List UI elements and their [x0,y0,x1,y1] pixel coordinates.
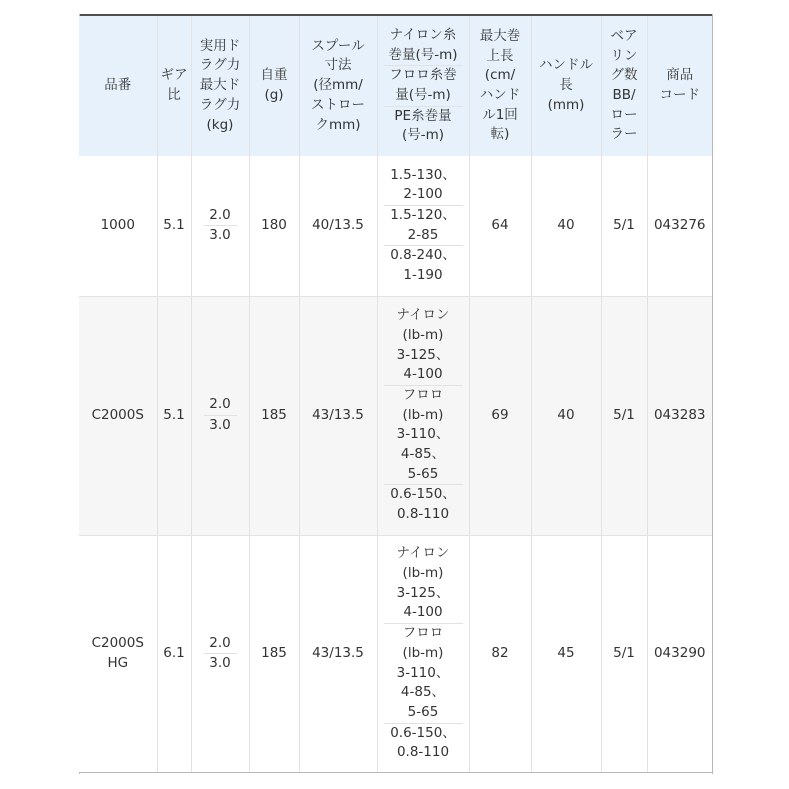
cell-line-nylon: ナイロン (lb-m) 3-125、 4-100 [396,307,450,383]
header-gear-ratio: ギア 比 [157,16,191,156]
cell-drag-max: 3.0 [204,653,237,674]
cell-bearing: 5/1 [601,535,647,772]
cell-bearing: 5/1 [601,156,647,296]
cell-weight: 185 [249,535,299,772]
table-row [79,535,712,772]
table-bottom-border [79,772,713,773]
cell-line-pe: 0.8-240、 1-190 [384,245,463,285]
cell-drag-max: 3.0 [204,225,237,246]
header-row [79,16,712,156]
cell-gear-ratio: 5.1 [157,296,191,535]
header-retrieve: 最大巻 上長 (cm/ ハンド ル1回 転) [469,16,531,156]
header-code: 商品 コード [659,67,700,103]
cell-handle: 40 [531,296,601,535]
cell-line-nylon: 1.5-130、 2-100 [390,166,456,203]
cell-model: C2000S HG [79,535,157,772]
table-row [79,296,712,535]
header-handle: ハンドル 長 (mm) [531,16,601,156]
header-weight: 自重 (g) [249,16,299,156]
reel-spec-table [79,16,712,772]
cell-line-fluoro: フロロ (lb-m) 3-110、 4-85、 5-65 [384,623,463,723]
cell-handle: 40 [531,156,601,296]
cell-drag [191,156,249,296]
header-line-pe: PE糸巻量 (号-m) [384,106,463,146]
header-line-nylon: ナイロン糸 巻量(号-m) [388,26,458,63]
cell-line-capacity [377,156,469,296]
cell-line-fluoro: フロロ (lb-m) 3-110、 4-85、 5-65 [384,385,463,485]
header-spool: スプール 寸法 (径mm/ ストロー クmm) [299,16,377,156]
cell-code: 043290 [653,644,706,661]
cell-model: 1000 [79,156,157,296]
cell-drag [191,296,249,535]
cell-gear-ratio: 6.1 [157,535,191,772]
cell-line-nylon: ナイロン (lb-m) 3-125、 4-100 [396,545,450,621]
cell-line-fluoro: 1.5-120、 2-85 [384,205,463,245]
cell-retrieve: 82 [469,535,531,772]
header-bearing: ベア リン グ数 BB/ ロー ラー [601,16,647,156]
cell-line-pe: 0.6-150、 0.8-110 [384,484,463,524]
cell-model: C2000S [79,296,157,535]
cell-spool: 40/13.5 [299,156,377,296]
cell-drag-practical: 2.0 [209,634,231,651]
header-line-fluoro: フロロ糸巻 量(号-m) [384,65,463,105]
cell-drag-practical: 2.0 [209,396,231,413]
cell-gear-ratio: 5.1 [157,156,191,296]
cell-handle: 45 [531,535,601,772]
table-row [79,156,712,296]
table-right-border [712,14,713,774]
cell-weight: 185 [249,296,299,535]
cell-drag [191,535,249,772]
cell-retrieve: 64 [469,156,531,296]
cell-drag-practical: 2.0 [209,206,231,223]
cell-retrieve: 69 [469,296,531,535]
cell-code: 043283 [653,406,706,423]
cell-bearing: 5/1 [601,296,647,535]
cell-line-capacity [377,296,469,535]
header-drag: 実用ド ラグ力 最大ド ラグ力 (kg) [191,16,249,156]
cell-drag-max: 3.0 [204,415,237,436]
cell-line-capacity [377,535,469,772]
cell-line-pe: 0.6-150、 0.8-110 [384,723,463,763]
cell-code: 043276 [653,216,706,233]
cell-spool: 43/13.5 [299,296,377,535]
header-model: 品番 [79,16,157,156]
cell-weight: 180 [249,156,299,296]
header-line-capacity [377,16,469,156]
cell-spool: 43/13.5 [299,535,377,772]
